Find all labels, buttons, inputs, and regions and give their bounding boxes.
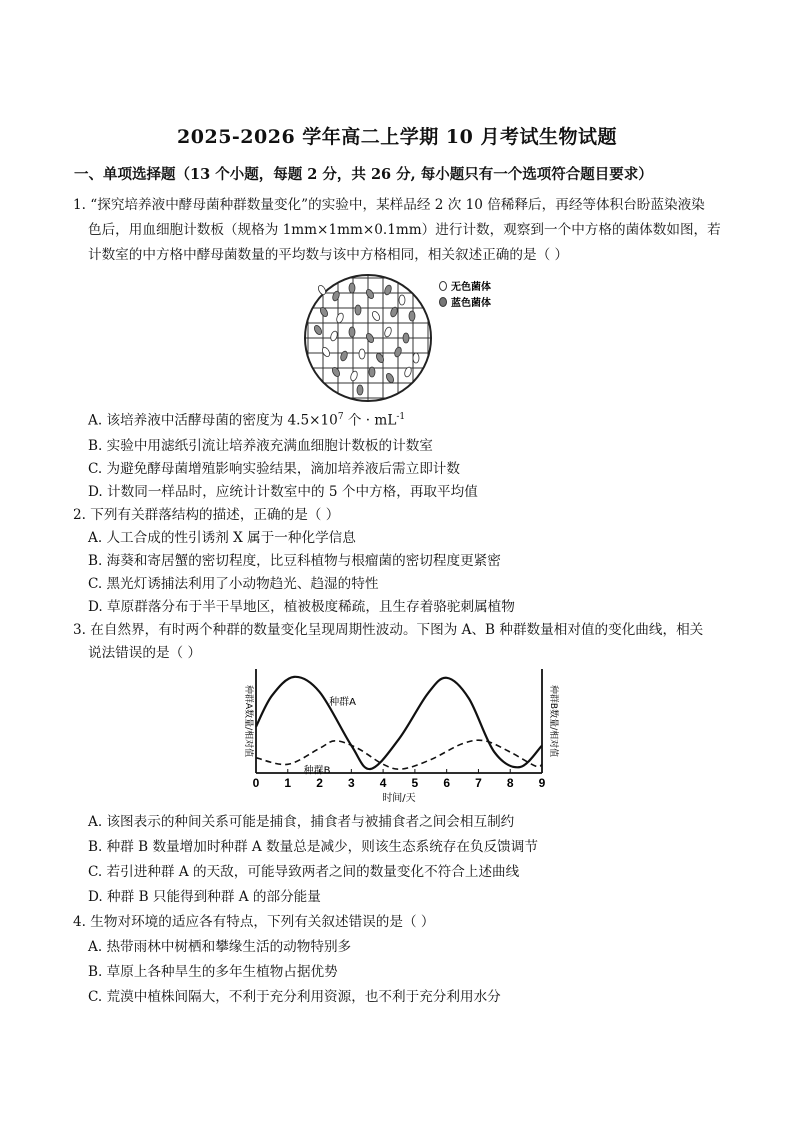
section-heading: 一、单项选择题（13 个小题，每题 2 分，共 26 分, 每小题只有一个选项符合题目要求） — [74, 166, 653, 183]
legend-blue-marker — [440, 298, 447, 307]
x-tick-label: 7 — [475, 776, 482, 790]
blue-cell — [313, 324, 323, 336]
x-tick-label: 6 — [443, 776, 451, 790]
q1-option-a-unit-exp: -1 — [396, 412, 406, 422]
blue-cell — [375, 352, 385, 364]
series-line-population-b — [256, 740, 542, 769]
colorless-cell — [321, 346, 331, 358]
q1-option-a-text: A. 该培养液中活酵母菌的密度为 4.5×10 — [88, 412, 338, 429]
blue-cell — [383, 284, 392, 295]
x-tick-label: 1 — [284, 776, 292, 790]
q4-stem: 4. 生物对环境的适应各有特点，下列有关叙述错误的是（ ） — [73, 914, 435, 930]
q1-stem-line-1: 1. “探究培养液中酵母菌种群数量变化”的实验中，某样品经 2 次 10 倍稀释后，再经等体积台盼蓝染液染 — [73, 197, 705, 213]
x-tick-label: 8 — [506, 776, 514, 790]
y-axis-label-right: 种群B数量/相对值 — [548, 684, 558, 758]
x-tick-label: 9 — [538, 776, 546, 790]
exam-title: 2025-2026 学年高二上学期 10 月考试生物试题 — [177, 126, 617, 148]
population-chart — [236, 663, 556, 807]
legend-colorless-label: 无色菌体 — [451, 282, 491, 293]
q1-option-a — [88, 407, 405, 431]
x-axis-label: 时间/天 — [382, 793, 416, 804]
x-tick-label: 3 — [347, 776, 355, 790]
q1-stem-line-3: 计数室的中方格中酵母菌数量的平均数与该中方格相同，相关叙述正确的是（ ） — [88, 247, 569, 263]
q3-option-a: A. 该图表示的种间关系可能是捕食，捕食者与被捕食者之间会相互制约 — [88, 814, 515, 830]
q4-option-a: A. 热带雨林中树栖和攀缘生活的动物特别多 — [88, 939, 352, 955]
blue-cell — [365, 288, 375, 300]
blue-cell — [369, 367, 375, 377]
q1-option-a-exp: 7 — [337, 412, 344, 422]
blue-cell — [357, 385, 363, 395]
population-chart-svg — [236, 663, 556, 803]
x-tick-label: 5 — [411, 776, 419, 790]
blue-cell — [355, 305, 361, 315]
colorless-cell — [349, 370, 358, 381]
colorless-cell — [413, 353, 419, 363]
hemocytometer-svg — [300, 272, 500, 404]
q2-option-a: A. 人工合成的性引诱剂 X 属于一种化学信息 — [88, 530, 356, 546]
q2-option-d: D. 草原群落分布于半干旱地区，植被极度稀疏，且生存着骆驼刺属植物 — [88, 599, 515, 615]
blue-cell — [409, 311, 415, 321]
q1-option-d: D. 计数同一样品时，应统计计数室中的 5 个中方格，再取平均值 — [88, 484, 478, 500]
blue-cell — [385, 372, 395, 384]
series-label-population-b: 种群B — [303, 765, 331, 777]
blue-cell — [349, 327, 355, 337]
colorless-cell — [329, 330, 338, 341]
q3-option-b: B. 种群 B 数量增加时种群 A 数量总是减少，则该生态系统存在负反馈调节 — [88, 839, 538, 855]
colorless-cell — [383, 326, 392, 337]
q2-stem: 2. 下列有关群落结构的描述，正确的是（ ） — [73, 507, 340, 523]
hemocytometer-figure — [300, 272, 500, 408]
q4-option-b: B. 草原上各种旱生的多年生植物占据优势 — [88, 964, 338, 980]
series-label-population-a: 种群A — [329, 697, 356, 709]
q3-stem-line-1: 3. 在自然界，有时两个种群的数量变化呈现周期性波动。下图为 A、B 种群数量相对值的变化曲线，相关 — [73, 622, 704, 638]
q1-stem-line-2: 色后，用血细胞计数板（规格为 1mm×1mm×0.1mm）进行计数，观察到一个中方格的菌体数如图，若 — [88, 222, 721, 238]
q3-option-d: D. 种群 B 只能得到种群 A 的部分能量 — [88, 889, 321, 905]
legend-blue-label: 蓝色菌体 — [451, 298, 491, 309]
colorless-cell — [371, 310, 381, 322]
blue-cell — [393, 346, 402, 357]
y-axis-label-left: 种群A数量/相对值 — [243, 684, 253, 758]
q3-option-c: C. 若引进种群 A 的天敌，可能导致两者之间的数量变化不符合上述曲线 — [88, 864, 520, 880]
blue-cell — [349, 283, 355, 293]
q3-stem-line-2: 说法错误的是（ ） — [88, 645, 202, 661]
q4-option-c: C. 荒漠中植株间隔大，不利于充分利用资源，也不利于充分利用水分 — [88, 989, 501, 1005]
q1-option-b: B. 实验中用滤纸引流让培养液充满血细胞计数板的计数室 — [88, 438, 433, 454]
series-line-population-a — [256, 677, 542, 769]
blue-cell — [365, 332, 375, 344]
blue-cell — [403, 333, 409, 343]
colorless-cell — [399, 295, 405, 305]
q1-option-c: C. 为避免酵母菌增殖影响实验结果，滴加培养液后需立即计数 — [88, 461, 460, 477]
colorless-cell — [317, 284, 327, 296]
x-tick-label: 0 — [252, 776, 260, 790]
colorless-cell — [335, 312, 344, 323]
x-tick-label: 2 — [316, 776, 323, 790]
q2-option-b: B. 海葵和寄居蟹的密切程度，比豆科植物与根瘤菌的密切程度更紧密 — [88, 553, 501, 569]
blue-cell — [331, 290, 340, 301]
q2-option-c: C. 黑光灯诱捕法利用了小动物趋光、趋湿的特性 — [88, 576, 379, 592]
legend-colorless-marker — [440, 282, 447, 291]
q1-option-a-unit: 个 · mL — [343, 412, 397, 429]
colorless-cell — [359, 349, 365, 359]
blue-cell — [339, 350, 348, 361]
x-tick-label: 4 — [379, 776, 387, 790]
